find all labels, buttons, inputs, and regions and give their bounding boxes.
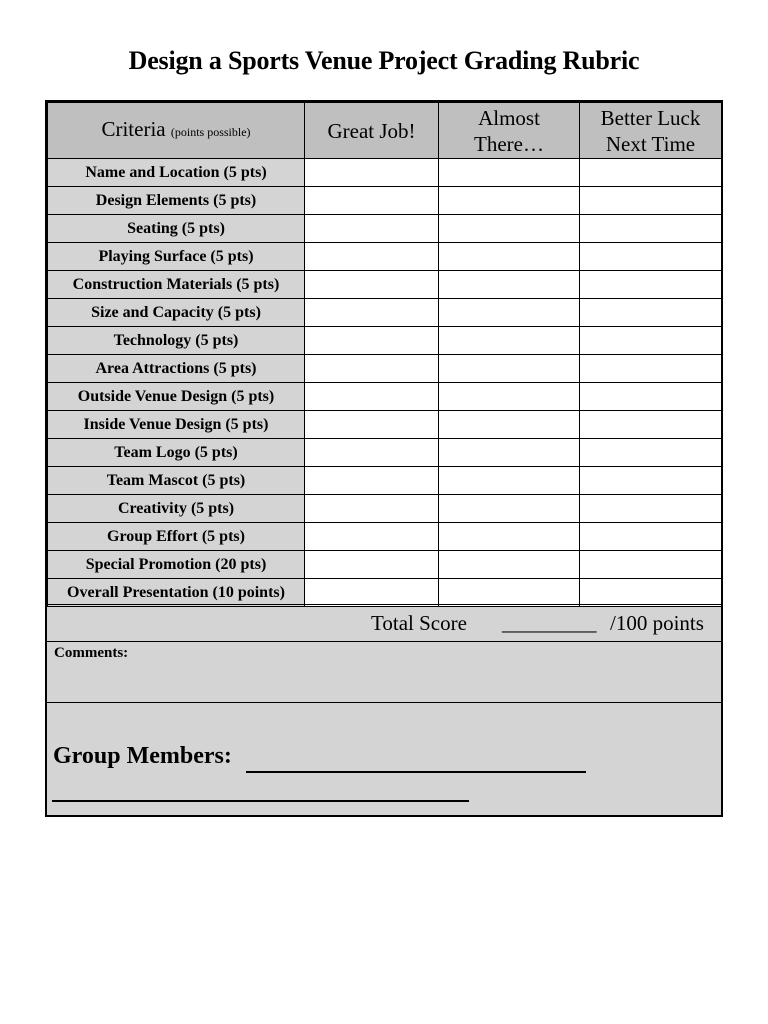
criteria-label: Seating (5 pts) [48, 215, 305, 243]
great-job-cell[interactable] [305, 495, 439, 523]
great-job-cell[interactable] [305, 551, 439, 579]
great-job-cell[interactable] [305, 523, 439, 551]
criteria-header-label: Criteria [101, 117, 166, 141]
better-luck-cell[interactable] [580, 215, 722, 243]
better-luck-header [580, 103, 722, 159]
criteria-row [48, 579, 722, 607]
almost-there-cell[interactable] [439, 215, 580, 243]
almost-there-cell[interactable] [439, 355, 580, 383]
better-luck-cell[interactable] [580, 551, 722, 579]
almost-there-cell[interactable] [439, 383, 580, 411]
criteria-label: Creativity (5 pts) [48, 495, 305, 523]
great-job-cell[interactable] [305, 327, 439, 355]
better-luck-cell[interactable] [580, 523, 722, 551]
better-luck-cell[interactable] [580, 467, 722, 495]
almost-there-cell[interactable] [439, 411, 580, 439]
criteria-label: Construction Materials (5 pts) [48, 271, 305, 299]
better-luck-cell[interactable] [580, 411, 722, 439]
better-luck-cell[interactable] [580, 439, 722, 467]
criteria-label: Playing Surface (5 pts) [48, 243, 305, 271]
comments-label: Comments: [54, 645, 129, 661]
better-luck-cell[interactable] [580, 383, 722, 411]
great-job-header-label: Great Job! [327, 118, 416, 143]
almost-there-cell[interactable] [439, 299, 580, 327]
criteria-label: Team Mascot (5 pts) [48, 467, 305, 495]
criteria-label: Outside Venue Design (5 pts) [48, 383, 305, 411]
great-job-cell[interactable] [305, 243, 439, 271]
criteria-label: Design Elements (5 pts) [48, 187, 305, 215]
almost-there-cell[interactable] [439, 439, 580, 467]
almost-there-cell[interactable] [439, 271, 580, 299]
group-members-section [47, 703, 721, 815]
criteria-row [48, 187, 722, 215]
criteria-row [48, 299, 722, 327]
better-luck-cell[interactable] [580, 327, 722, 355]
great-job-cell[interactable] [305, 271, 439, 299]
grading-rubric [45, 100, 723, 817]
criteria-row [48, 551, 722, 579]
better-luck-cell[interactable] [580, 579, 722, 607]
better-luck-cell[interactable] [580, 159, 722, 187]
total-score-row [47, 604, 721, 642]
almost-there-cell[interactable] [439, 579, 580, 607]
criteria-header [48, 103, 305, 159]
better-luck-cell[interactable] [580, 495, 722, 523]
almost-there-cell[interactable] [439, 327, 580, 355]
better-luck-cell[interactable] [580, 271, 722, 299]
almost-there-cell[interactable] [439, 495, 580, 523]
criteria-row [48, 411, 722, 439]
better-luck-cell[interactable] [580, 355, 722, 383]
almost-there-cell[interactable] [439, 159, 580, 187]
total-score-suffix: /100 points [610, 611, 704, 635]
criteria-header-note: (points possible) [170, 125, 251, 139]
criteria-row [48, 495, 722, 523]
great-job-cell[interactable] [305, 383, 439, 411]
comments-section[interactable] [47, 642, 721, 703]
great-job-cell[interactable] [305, 355, 439, 383]
group-members-line-1[interactable] [246, 771, 586, 773]
criteria-label: Special Promotion (20 pts) [48, 551, 305, 579]
better-luck-cell[interactable] [580, 243, 722, 271]
great-job-cell[interactable] [305, 579, 439, 607]
criteria-label: Area Attractions (5 pts) [48, 355, 305, 383]
total-score-blank[interactable]: _________ [502, 611, 597, 635]
almost-there-cell[interactable] [439, 187, 580, 215]
great-job-cell[interactable] [305, 159, 439, 187]
almost-there-cell[interactable] [439, 551, 580, 579]
great-job-cell[interactable] [305, 439, 439, 467]
criteria-row [48, 383, 722, 411]
great-job-cell[interactable] [305, 411, 439, 439]
criteria-row [48, 467, 722, 495]
criteria-label: Technology (5 pts) [48, 327, 305, 355]
criteria-row [48, 439, 722, 467]
criteria-label: Group Effort (5 pts) [48, 523, 305, 551]
group-members-label: Group Members: [53, 743, 232, 769]
great-job-header [305, 103, 439, 159]
criteria-row [48, 243, 722, 271]
criteria-label: Name and Location (5 pts) [48, 159, 305, 187]
great-job-cell[interactable] [305, 187, 439, 215]
almost-there-header-line1: Almost [478, 105, 540, 130]
criteria-row [48, 355, 722, 383]
header-row [48, 103, 722, 159]
better-luck-header-line2: Next Time [605, 131, 696, 156]
great-job-cell[interactable] [305, 215, 439, 243]
criteria-row [48, 327, 722, 355]
better-luck-cell[interactable] [580, 299, 722, 327]
group-members-line-2[interactable] [52, 800, 469, 802]
criteria-row [48, 271, 722, 299]
criteria-label: Overall Presentation (10 points) [48, 579, 305, 607]
criteria-label: Team Logo (5 pts) [48, 439, 305, 467]
almost-there-cell[interactable] [439, 243, 580, 271]
criteria-row [48, 159, 722, 187]
page-title: Design a Sports Venue Project Grading Rubric [128, 46, 640, 75]
almost-there-header-line2: There… [474, 131, 544, 156]
total-score-label: Total Score [371, 611, 467, 635]
almost-there-header [439, 103, 580, 159]
great-job-cell[interactable] [305, 467, 439, 495]
criteria-row [48, 215, 722, 243]
almost-there-cell[interactable] [439, 523, 580, 551]
criteria-label: Size and Capacity (5 pts) [48, 299, 305, 327]
criteria-row [48, 523, 722, 551]
almost-there-cell[interactable] [439, 467, 580, 495]
better-luck-header-line1: Better Luck [600, 105, 701, 130]
better-luck-cell[interactable] [580, 187, 722, 215]
criteria-label: Inside Venue Design (5 pts) [48, 411, 305, 439]
rubric-table [47, 102, 722, 607]
great-job-cell[interactable] [305, 299, 439, 327]
